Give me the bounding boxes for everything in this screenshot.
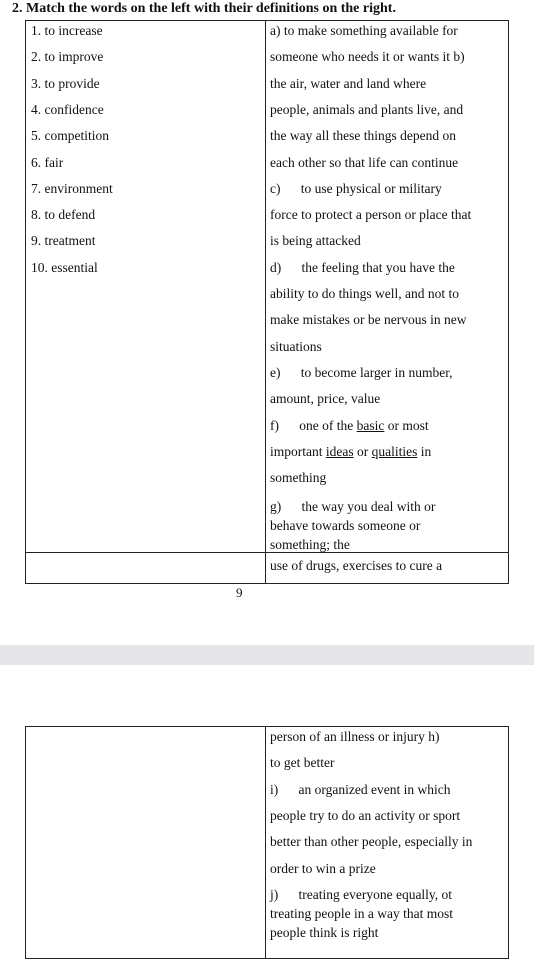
definition-line: f) one of the basic or most (270, 417, 429, 433)
definition-line: treating people in a way that most (270, 906, 453, 921)
definition-line: d) the feeling that you have the (270, 259, 455, 275)
definition-line: c) to use physical or military (270, 180, 442, 196)
column-divider (265, 21, 266, 583)
definition-line: i) an organized event in which (270, 781, 451, 797)
definition-line: people try to do an activity or sport (270, 807, 461, 823)
definition-line: the way all these things depend on (270, 128, 456, 144)
matching-table (25, 20, 509, 584)
word-item: 7. environment (31, 180, 113, 196)
column-divider (265, 727, 266, 958)
definition-line: g) the way you deal with or (270, 499, 436, 514)
definition-line: ability to do things well, and not to (270, 286, 459, 301)
word-item: 9. treatment (31, 233, 96, 249)
definition-line: j) treating everyone equally, ot (270, 887, 453, 902)
page-number: 9 (236, 585, 243, 600)
definition-line: amount, price, value (270, 391, 381, 407)
word-item: 4. confidence (31, 101, 104, 117)
word-item: 8. to defend (31, 207, 96, 223)
word-item: 6. fair (31, 154, 64, 170)
matching-table-continued (25, 726, 509, 959)
word-item: 10. essential (31, 259, 98, 275)
definition-line: order to win a prize (270, 860, 376, 876)
word-item: 3. to provide (31, 75, 100, 91)
definition-line: important ideas or qualities in (270, 443, 432, 459)
page-gap (0, 645, 534, 665)
definition-line: force to protect a person or place that (270, 207, 472, 223)
definition-line: people, animals and plants live, and (270, 101, 464, 117)
document-page-2 (0, 665, 534, 966)
definition-line: make mistakes or be nervous in new (270, 312, 467, 328)
word-item: 1. to increase (31, 23, 103, 38)
definition-line: to get better (270, 755, 335, 771)
definition-line: something; the (270, 537, 350, 552)
definition-line: use of drugs, exercises to cure a (270, 558, 443, 573)
definition-line: situations (270, 338, 322, 354)
definition-line: a) to make something available for (270, 23, 458, 38)
definition-line: something (270, 470, 327, 486)
definition-line: people think is right (270, 925, 379, 940)
word-item: 2. to improve (31, 49, 104, 65)
definition-line: someone who needs it or wants it b) (270, 49, 465, 65)
definition-line: is being attacked (270, 233, 361, 249)
definition-line: e) to become larger in number, (270, 364, 453, 380)
definition-line: behave towards someone or (270, 518, 421, 533)
row-divider (26, 552, 508, 553)
definition-line: person of an illness or injury h) (270, 729, 440, 744)
definition-line: each other so that life can continue (270, 154, 459, 170)
exercise-heading: 2. Match the words on the left with their definitions on the right. (12, 1, 396, 16)
definition-line: the air, water and land where (270, 75, 427, 91)
definition-line: better than other people, especially in (270, 834, 473, 850)
word-item: 5. competition (31, 128, 109, 144)
